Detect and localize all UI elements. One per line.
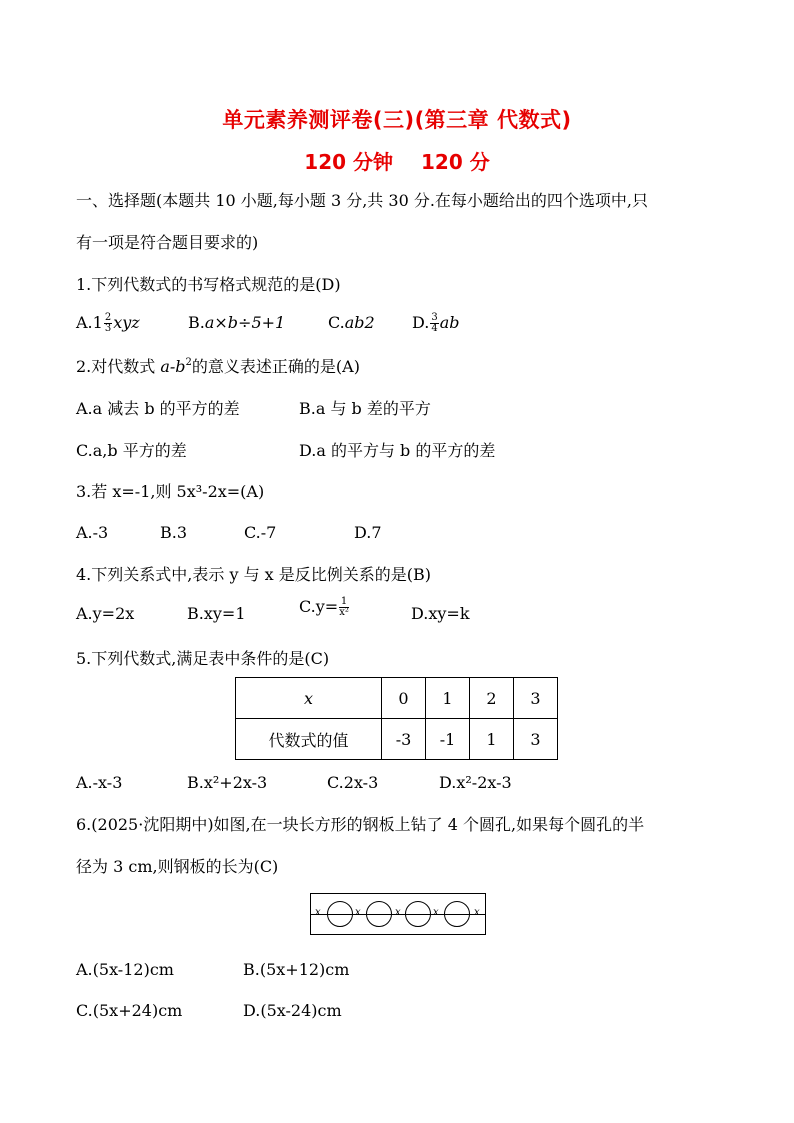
table-cell: 代数式的值 — [236, 719, 382, 760]
figure-label-x: x — [355, 907, 361, 918]
section-heading-line1: 一、选择题(本题共 10 小题,每小题 3 分,共 30 分.在每小题给出的四个选项中,只 — [76, 191, 649, 210]
figure-label-x: x — [433, 907, 439, 918]
q2-stem: 2.对代数式 $a-b^2$的意义表述正确的是(A) — [76, 357, 360, 376]
q5-option-a: A.-x-3 — [76, 773, 123, 792]
q6-stem-line2: 径为 3 cm,则钢板的长为(C) — [76, 857, 279, 876]
figure-label-x: x — [474, 907, 480, 918]
q4-option-a: A.y=2x — [76, 604, 135, 623]
q3-option-a: A.-3 — [76, 523, 109, 542]
table-cell: -1 — [426, 719, 470, 760]
q2-option-c: C.a,b 平方的差 — [76, 441, 187, 460]
table-cell: 1 — [426, 678, 470, 719]
q5-option-d: D.x²-2x-3 — [439, 773, 512, 792]
q4-option-d: D.xy=k — [411, 604, 470, 623]
q3-option-b: B.3 — [160, 523, 188, 542]
hole-circle — [366, 901, 392, 927]
condition-table — [235, 677, 558, 760]
q2-option-b: B.a 与 b 差的平方 — [299, 399, 431, 418]
hole-circle — [327, 901, 353, 927]
table-cell: 3 — [514, 719, 558, 760]
q6-option-c: C.(5x+24)cm — [76, 1001, 183, 1020]
q4-option-b: B.xy=1 — [187, 604, 246, 623]
q6-option-d: D.(5x-24)cm — [243, 1001, 342, 1020]
exam-meta — [0, 146, 794, 175]
q5-option-c: C.2x-3 — [327, 773, 379, 792]
q1-option-c: C.ab2 — [328, 313, 375, 332]
figure-label-x: x — [315, 907, 321, 918]
table-row — [236, 678, 558, 719]
q1-stem: 1.下列代数式的书写格式规范的是(D) — [76, 275, 341, 294]
q3-stem: 3.若 x=-1,则 5x³-2x=(A) — [76, 482, 265, 501]
q1-options — [76, 312, 496, 338]
table-cell: x — [236, 678, 382, 719]
q2-option-d: D.a 的平方与 b 的平方的差 — [299, 441, 496, 460]
section-heading-line2: 有一项是符合题目要求的) — [76, 233, 259, 252]
table-cell: -3 — [382, 719, 426, 760]
table-cell: 3 — [514, 678, 558, 719]
page-title: 单元素养测评卷(三)(第三章 代数式) — [222, 108, 572, 132]
q1-option-a: A.1 $\frac{2}{3}$ xyz — [76, 312, 140, 334]
table-cell: 2 — [470, 678, 514, 719]
table-row — [236, 719, 558, 760]
table-cell: 0 — [382, 678, 426, 719]
exam-time: 120 分钟 — [304, 150, 393, 174]
q6-option-a: A.(5x-12)cm — [76, 960, 174, 979]
figure-label-x: x — [395, 907, 401, 918]
q5-option-b: B.x²+2x-3 — [187, 773, 268, 792]
table-cell: 1 — [470, 719, 514, 760]
q5-stem: 5.下列代数式,满足表中条件的是(C) — [76, 649, 330, 668]
q1-option-d: D. $\frac{3}{4}$ ab — [412, 312, 460, 334]
q3-option-c: C.-7 — [244, 523, 277, 542]
q4-stem: 4.下列关系式中,表示 y 与 x 是反比例关系的是(B) — [76, 565, 432, 584]
hole-circle — [405, 901, 431, 927]
hole-circle — [444, 901, 470, 927]
steel-plate-figure — [310, 893, 486, 935]
exam-score: 120 分 — [421, 150, 490, 174]
q3-option-d: D.7 — [354, 523, 382, 542]
q4-option-c: C.y= $\frac{1}{\text{x²}}$ — [299, 596, 349, 618]
q2-option-a: A.a 减去 b 的平方的差 — [76, 399, 240, 418]
q6-option-b: B.(5x+12)cm — [243, 960, 350, 979]
q1-option-b: B.a×b÷5+1 — [188, 313, 286, 332]
q6-stem-line1: 6.(2025·沈阳期中)如图,在一块长方形的钢板上钻了 4 个圆孔,如果每个圆孔的半 — [76, 815, 645, 834]
